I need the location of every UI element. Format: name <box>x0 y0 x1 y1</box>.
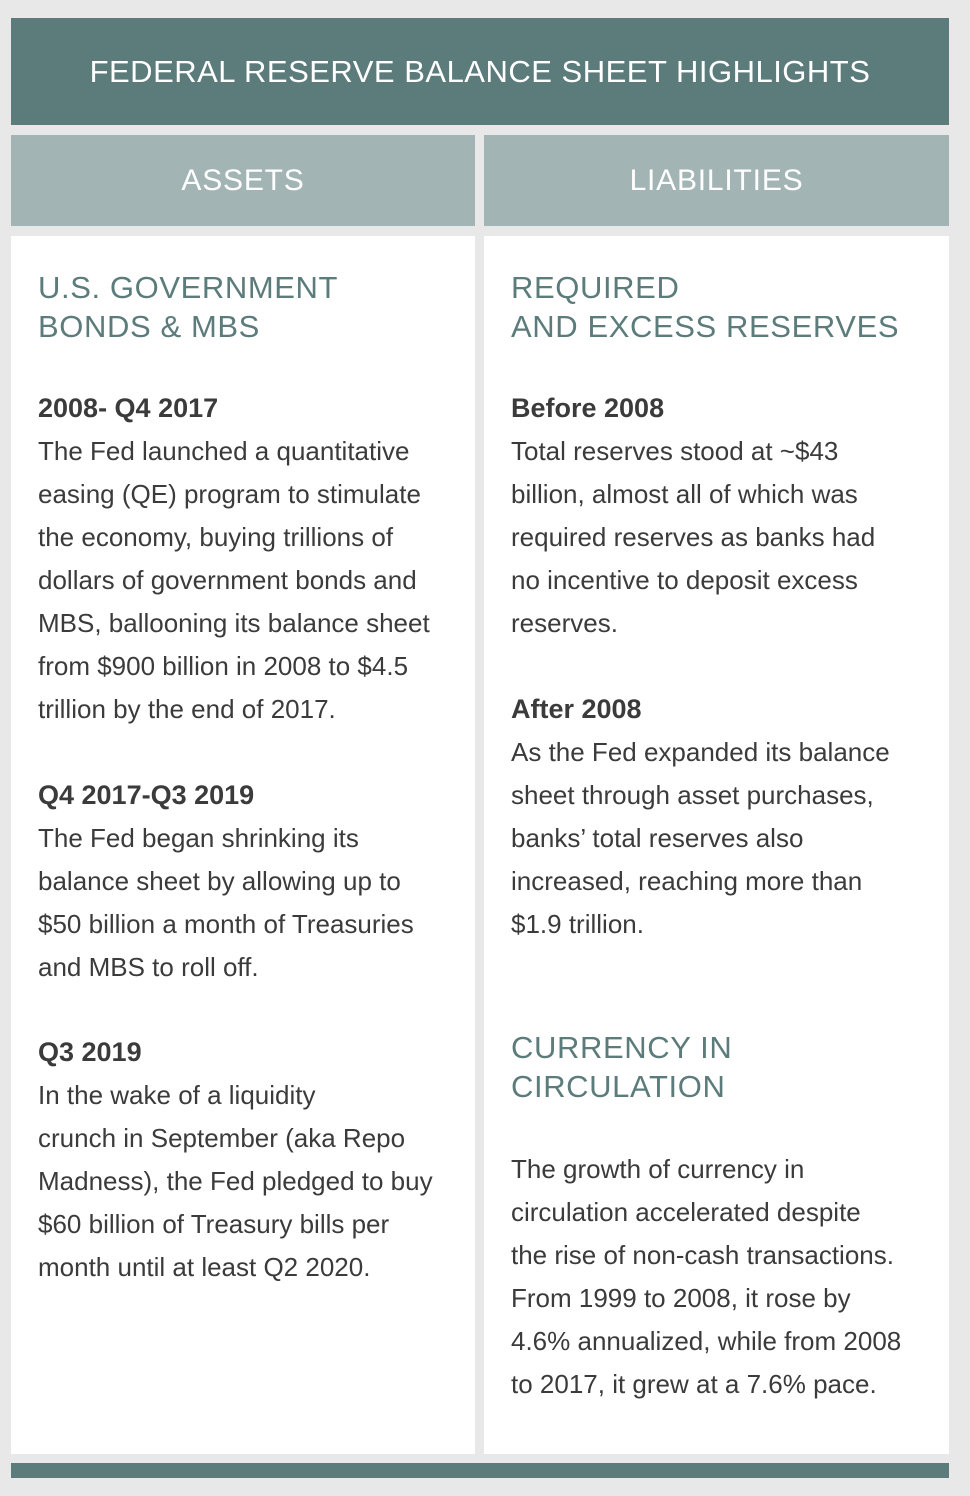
section-title-line: AND EXCESS RESERVES <box>511 309 900 344</box>
text-line: $50 billion a month of Treasuries <box>38 909 414 939</box>
text-line: trillion by the end of 2017. <box>38 694 336 724</box>
text-line: no incentive to deposit excess <box>511 565 858 595</box>
text-line: the rise of non-cash transactions. <box>511 1240 894 1270</box>
liabilities-header-label: LIABILITIES <box>629 163 804 197</box>
liabilities-section-title <box>511 268 899 346</box>
text-line: MBS, ballooning its balance sheet <box>38 608 430 638</box>
liabilities-header <box>484 135 949 226</box>
text-line: In the wake of a liquidity <box>38 1080 316 1110</box>
text-line: sheet through asset purchases, <box>511 780 874 810</box>
text-line: billion, almost all of which was <box>511 479 858 509</box>
page-title: FEDERAL RESERVE BALANCE SHEET HIGHLIGHTS <box>89 53 871 89</box>
text-line: easing (QE) program to stimulate <box>38 479 421 509</box>
entry-period: Q4 2017-Q3 2019 <box>38 780 255 810</box>
section-title-line: BONDS & MBS <box>38 309 260 344</box>
currency-text <box>511 1148 901 1406</box>
text-line: circulation accelerated despite <box>511 1197 861 1227</box>
text-line: As the Fed expanded its balance <box>511 737 890 767</box>
text-line: the economy, buying trillions of <box>38 522 394 552</box>
text-line: and MBS to roll off. <box>38 952 259 982</box>
entry-text <box>38 430 430 731</box>
entry-text <box>511 430 875 645</box>
text-line: reserves. <box>511 608 618 638</box>
entry-period: Before 2008 <box>511 393 665 423</box>
text-line: $1.9 trillion. <box>511 909 644 939</box>
entry-period: After 2008 <box>511 694 642 724</box>
text-line: $60 billion of Treasury bills per <box>38 1209 390 1239</box>
assets-header-label: ASSETS <box>181 163 305 197</box>
section-title-line: REQUIRED <box>511 270 680 305</box>
section-title-line: CIRCULATION <box>511 1069 726 1104</box>
text-line: The Fed began shrinking its <box>38 823 359 853</box>
text-line: crunch in September (aka Repo <box>38 1123 406 1153</box>
assets-header <box>11 135 475 226</box>
entry-period: Q3 2019 <box>38 1037 142 1067</box>
section-title-line: U.S. GOVERNMENT <box>38 270 339 305</box>
liabilities-panel <box>484 236 949 1454</box>
bottom-bar <box>11 1463 949 1478</box>
text-line: Total reserves stood at ~$43 <box>511 436 839 466</box>
assets-section-title <box>38 268 338 346</box>
text-line: 4.6% annualized, while from 2008 <box>511 1326 902 1356</box>
entry-text <box>511 731 890 946</box>
title-bar <box>11 18 949 125</box>
currency-section-title <box>511 1028 732 1106</box>
text-line: balance sheet by allowing up to <box>38 866 401 896</box>
text-line: from $900 billion in 2008 to $4.5 <box>38 651 409 681</box>
text-line: banks’ total reserves also <box>511 823 804 853</box>
text-line: From 1999 to 2008, it rose by <box>511 1283 851 1313</box>
section-title-line: CURRENCY IN <box>511 1030 733 1065</box>
text-line: required reserves as banks had <box>511 522 876 552</box>
entry-text <box>38 817 414 989</box>
text-line: to 2017, it grew at a 7.6% pace. <box>511 1369 877 1399</box>
text-line: dollars of government bonds and <box>38 565 417 595</box>
text-line: month until at least Q2 2020. <box>38 1252 371 1282</box>
assets-panel <box>11 236 475 1454</box>
entry-period: 2008- Q4 2017 <box>38 393 219 423</box>
text-line: Madness), the Fed pledged to buy <box>38 1166 433 1196</box>
text-line: The Fed launched a quantitative <box>38 436 410 466</box>
text-line: increased, reaching more than <box>511 866 863 896</box>
entry-text <box>38 1074 433 1289</box>
text-line: The growth of currency in <box>511 1154 805 1184</box>
